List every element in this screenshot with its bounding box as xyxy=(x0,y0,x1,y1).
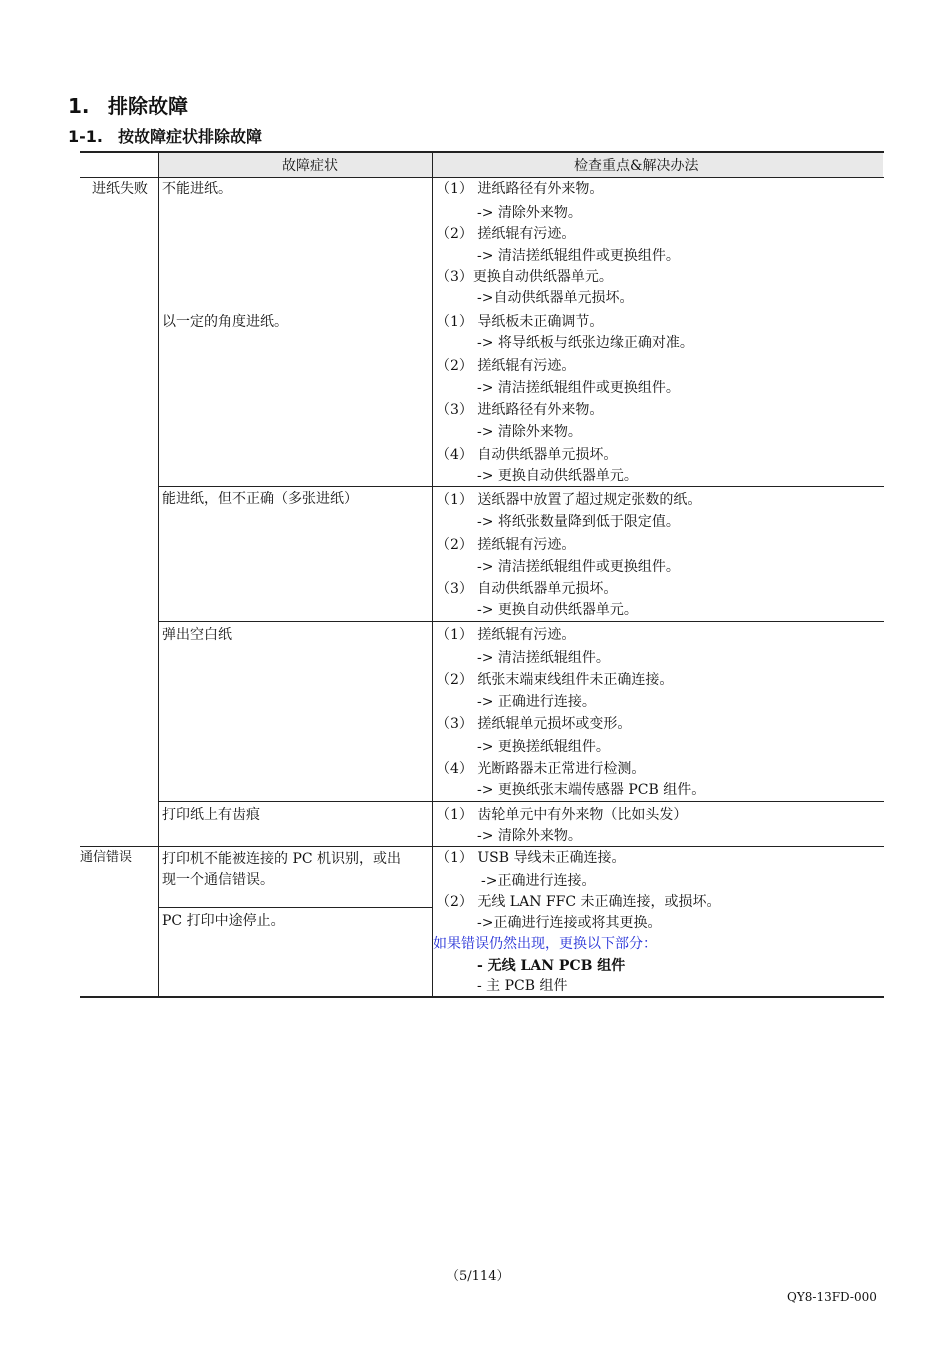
table-bottom-border xyxy=(80,996,884,998)
page-number: （5/114） xyxy=(446,1269,510,1284)
remedy-line: （2） 搓纸辊有污迹。 xyxy=(436,358,576,374)
section-heading: 1. 排除故障 xyxy=(68,94,188,118)
remedy-line: （1） 搓纸辊有污迹。 xyxy=(436,627,576,643)
remedy-line: ->正确进行连接。 xyxy=(481,873,596,889)
remedy-line: （1） 进纸路径有外来物。 xyxy=(436,181,604,197)
remedy-line: -> 清洁搓纸辊组件或更换组件。 xyxy=(477,380,680,396)
category-comm-error: 通信错误 xyxy=(80,850,133,865)
column-header-symptom: 故障症状 xyxy=(282,158,338,174)
symptom-skewed-feed: 以一定的角度进纸。 xyxy=(162,314,288,330)
remedy-line: -> 清除外来物。 xyxy=(477,828,582,844)
remedy-line: -> 更换自动供纸器单元。 xyxy=(477,602,638,618)
part-main-pcb: - 主 PCB 组件 xyxy=(477,978,568,994)
remedy-line: （1） 导纸板未正确调节。 xyxy=(436,314,604,330)
row-divider xyxy=(158,486,884,487)
remedy-line: （1） 齿轮单元中有外来物（比如头发） xyxy=(436,807,688,823)
remedy-line: -> 将导纸板与纸张边缘正确对准。 xyxy=(477,335,694,351)
remedy-line: （2） 搓纸辊有污迹。 xyxy=(436,226,576,242)
symptom-print-stops: PC 打印中途停止。 xyxy=(162,913,285,929)
remedy-line: -> 更换自动供纸器单元。 xyxy=(477,468,638,484)
column-divider xyxy=(432,152,433,997)
remedy-line: -> 清洁搓纸辊组件或更换组件。 xyxy=(477,559,680,575)
table-top-border xyxy=(80,151,884,153)
remedy-line: （3） 搓纸辊单元损坏或变形。 xyxy=(436,716,632,732)
symptom-no-feed: 不能进纸。 xyxy=(162,181,232,197)
symptom-blank-paper: 弹出空白纸 xyxy=(162,627,232,643)
column-divider xyxy=(158,152,159,997)
remedy-line: -> 将纸张数量降到低于限定值。 xyxy=(477,514,680,530)
remedy-line: （1） USB 导线未正确连接。 xyxy=(436,850,626,866)
symptom-multi-feed: 能进纸，但不正确（多张进纸） xyxy=(162,491,358,507)
symptom-gear-marks: 打印纸上有齿痕 xyxy=(162,807,260,823)
row-divider xyxy=(158,907,433,908)
symptom-not-recognized-line1: 打印机不能被连接的 PC 机识别，或出 xyxy=(162,851,402,867)
remedy-line: -> 正确进行连接。 xyxy=(477,694,596,710)
remedy-line: -> 更换纸张末端传感器 PCB 组件。 xyxy=(477,782,706,798)
remedy-line: （4） 光断路器未正常进行检测。 xyxy=(436,761,646,777)
replace-parts-note: 如果错误仍然出现，更换以下部分： xyxy=(433,936,657,952)
remedy-line: （2） 无线 LAN FFC 未正确连接，或损坏。 xyxy=(436,894,721,910)
row-divider xyxy=(158,801,884,802)
remedy-line: -> 清洁搓纸辊组件。 xyxy=(477,650,610,666)
remedy-line: （1） 送纸器中放置了超过规定张数的纸。 xyxy=(436,492,702,508)
column-header-solution: 检查重点&解决办法 xyxy=(574,158,699,174)
remedy-line: （3）更换自动供纸器单元。 xyxy=(436,269,613,285)
remedy-line: （3） 自动供纸器单元损坏。 xyxy=(436,581,618,597)
remedy-line: -> 清除外来物。 xyxy=(477,424,582,440)
header-divider xyxy=(80,177,884,178)
remedy-line: （3） 进纸路径有外来物。 xyxy=(436,402,604,418)
remedy-line: -> 更换搓纸辊组件。 xyxy=(477,739,610,755)
row-divider xyxy=(158,621,884,622)
table-header-background xyxy=(158,152,883,178)
subsection-heading: 1-1. 按故障症状排除故障 xyxy=(68,127,263,146)
remedy-line: （2） 纸张末端束线组件未正确连接。 xyxy=(436,672,674,688)
remedy-line: （2） 搓纸辊有污迹。 xyxy=(436,537,576,553)
remedy-line: （4） 自动供纸器单元损坏。 xyxy=(436,447,618,463)
remedy-line: -> 清洁搓纸辊组件或更换组件。 xyxy=(477,248,680,264)
symptom-not-recognized-line2: 现一个通信错误。 xyxy=(162,872,274,888)
category-feed-failure: 进纸失败 xyxy=(92,181,148,197)
document-code: QY8-13FD-000 xyxy=(787,1290,877,1304)
part-wireless-lan-pcb: - 无线 LAN PCB 组件 xyxy=(477,958,626,974)
row-divider xyxy=(80,846,884,847)
remedy-line: -> 清除外来物。 xyxy=(477,205,582,221)
remedy-line: ->正确进行连接或将其更换。 xyxy=(477,915,662,931)
remedy-line: ->自动供纸器单元损坏。 xyxy=(477,290,634,306)
